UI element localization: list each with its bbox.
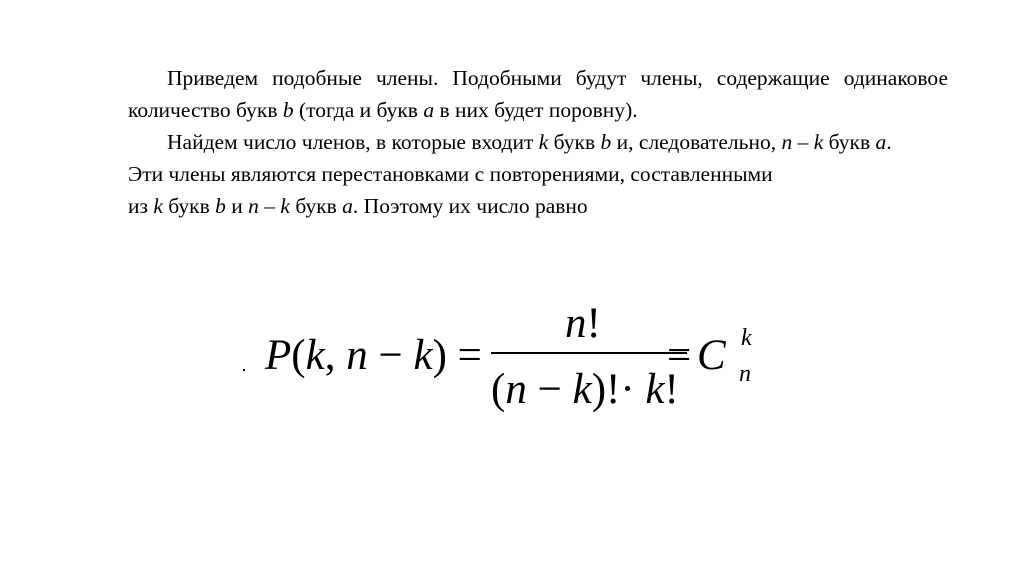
text-run: букв xyxy=(823,130,876,154)
fraction-bar xyxy=(491,352,687,354)
math-variable: n xyxy=(781,130,793,154)
formula-numerator: n! xyxy=(565,300,601,347)
text-block xyxy=(128,62,948,222)
formula-equals: = xyxy=(667,332,692,379)
paragraph xyxy=(128,190,948,222)
text-run: букв xyxy=(162,194,216,218)
formula-rhs-sub: n xyxy=(739,361,751,387)
formula-rhs-base: C xyxy=(697,332,726,379)
formula-rhs-sup: k xyxy=(741,325,752,351)
text-run: в них будет поровну). xyxy=(434,98,638,122)
math-variable: b xyxy=(600,130,612,154)
text-run: и, следовательно, xyxy=(611,130,782,154)
formula-denominator: (n − k)!· k! xyxy=(491,366,679,413)
text-run: . Поэтому их число равно xyxy=(352,194,588,218)
text-run: и xyxy=(225,194,249,218)
text-run: – xyxy=(258,194,281,218)
text-run: букв xyxy=(548,130,601,154)
paragraph xyxy=(128,158,948,190)
text-run: (тогда и букв xyxy=(293,98,424,122)
math-variable: k xyxy=(538,130,549,154)
text-run: Найдем число членов, в которые входит xyxy=(167,130,539,154)
text-run: Приведем подобные члены. Подобными будут члены, содержащие одинаковое количество букв xyxy=(128,66,948,122)
text-run: – xyxy=(792,130,814,154)
math-variable: b xyxy=(215,194,226,218)
math-variable: k xyxy=(153,194,163,218)
paragraph xyxy=(128,126,948,158)
math-variable: b xyxy=(282,98,294,122)
text-run: Эти члены являются перестановками с повторениями, составленными xyxy=(128,162,773,186)
text-run: букв xyxy=(289,194,343,218)
math-variable: a xyxy=(423,98,435,122)
math-variable: n xyxy=(248,194,259,218)
text-run: из xyxy=(128,194,154,218)
stray-dot xyxy=(243,369,245,371)
text-run: . xyxy=(886,130,892,154)
math-variable: a xyxy=(875,130,887,154)
math-variable: k xyxy=(280,194,290,218)
paragraph xyxy=(128,62,948,126)
formula-lhs: P(k, n − k) = xyxy=(265,332,482,379)
math-variable: k xyxy=(813,130,824,154)
math-variable: a xyxy=(342,194,353,218)
permutation-formula xyxy=(265,300,785,430)
